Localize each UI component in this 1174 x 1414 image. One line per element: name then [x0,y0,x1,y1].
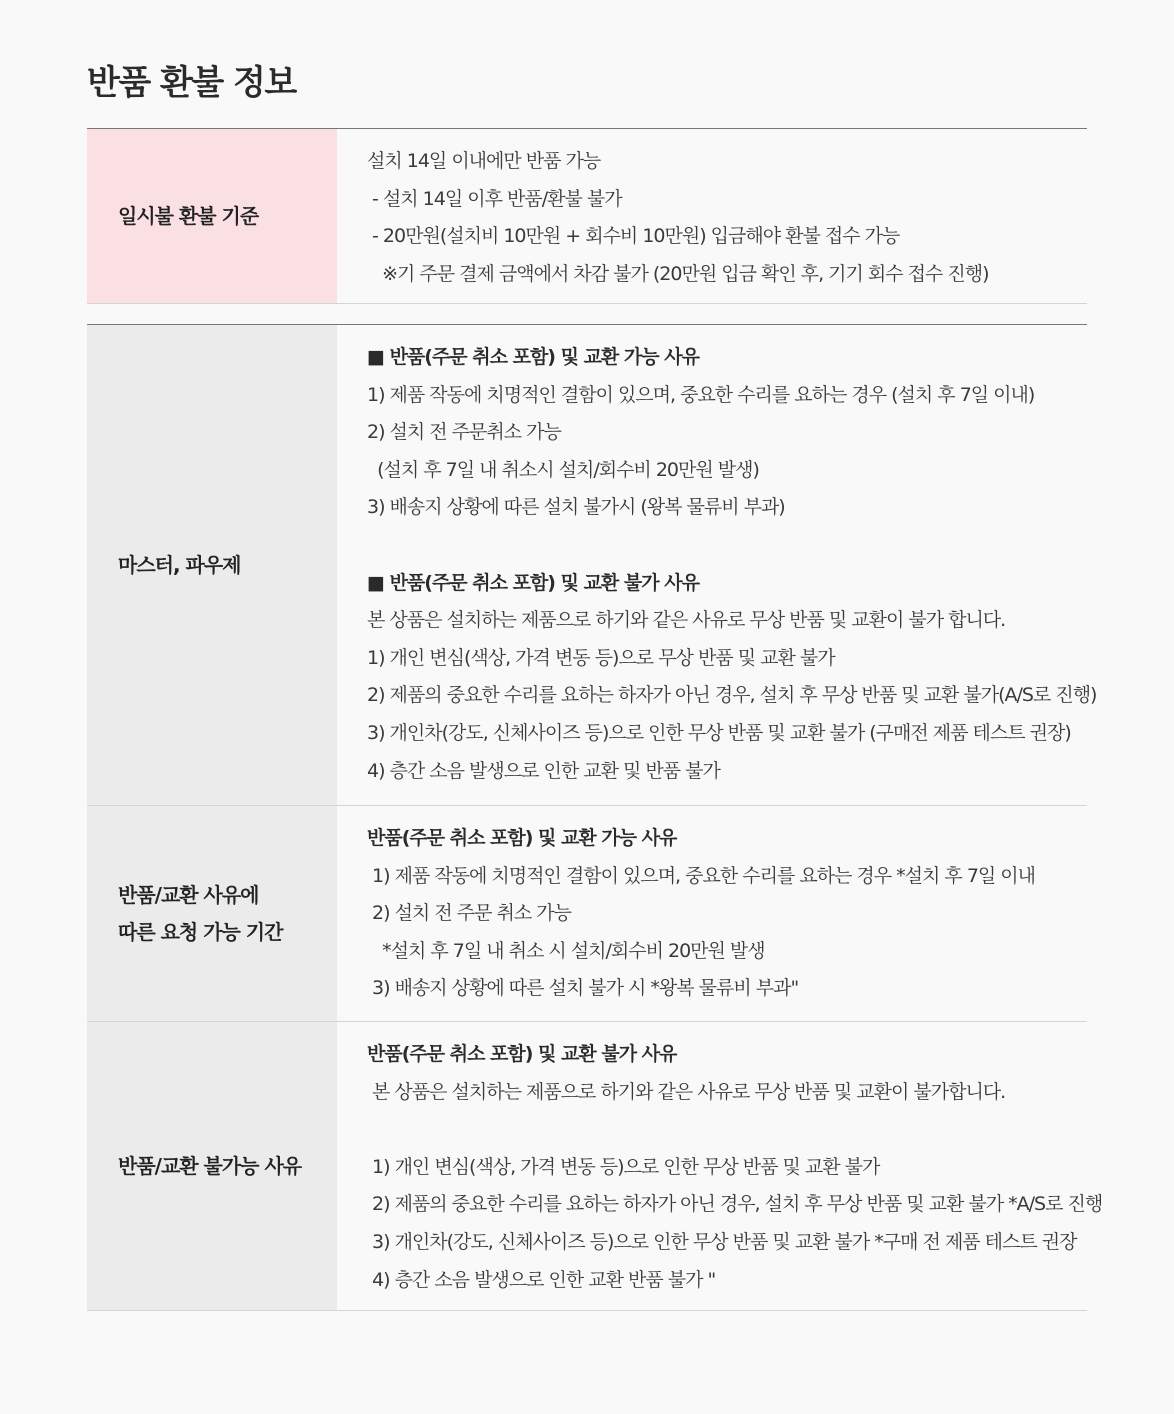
section-label-text [118,1148,301,1185]
section-label [87,806,337,1021]
section-content [337,1022,1102,1310]
content-line: 2) 제품의 중요한 수리를 요하는 하자가 아닌 경우, 설치 후 무상 반품 및 교환 불가(A/S로 진행) [367,684,1097,707]
section-label-text [118,198,258,235]
section-label-line: 반품/교환 사유에 [118,882,259,907]
page-title: 반품 환불 정보 [87,63,296,103]
section-label-line: 따른 요청 가능 기간 [118,919,283,944]
section-label [87,1022,337,1310]
content-line: - 설치 14일 이후 반품/환불 불가 [367,187,622,210]
content-line: 1) 개인 변심(색상, 가격 변동 등)으로 인한 무상 반품 및 교환 불가 [367,1155,880,1178]
content-line: - 20만원(설치비 10만원 + 회수비 10만원) 입금해야 환불 접수 가능 [367,225,900,248]
section-subheading: 반품(주문 취소 포함) 및 교환 불가 사유 [367,1043,677,1065]
content-line: ※기 주문 결제 금액에서 차감 불가 (20만원 입금 확인 후, 기기 회수 접수 진행) [367,262,989,285]
content-line: 2) 설치 전 주문취소 가능 [367,421,561,444]
content-line: 1) 개인 변심(색상, 가격 변동 등)으로 무상 반품 및 교환 불가 [367,646,835,669]
content-line: 1) 제품 작동에 치명적인 결함이 있으며, 중요한 수리를 요하는 경우 *설치 후 7일 이내 [367,864,1036,887]
section-label-text [118,877,282,951]
section-label [87,129,337,303]
content-line: 본 상품은 설치하는 제품으로 하기와 같은 사유로 무상 반품 및 교환이 불가 합니다. [367,609,1006,632]
section-content [337,806,1087,1021]
content-line: 설치 14일 이내에만 반품 가능 [367,150,601,172]
section-row-request-period [87,806,1087,1022]
content-line: 3) 배송지 상황에 따른 설치 불가 시 *왕복 물류비 부과" [367,977,799,1000]
content-line: 3) 배송지 상황에 따른 설치 불가시 (왕복 물류비 부과) [367,496,785,519]
content-line: 3) 개인차(강도, 신체사이즈 등)으로 인한 무상 반품 및 교환 불가 *구매 전 제품 테스트 권장 [367,1230,1077,1253]
section-label-text [118,547,240,584]
content-line: 4) 층간 소음 발생으로 인한 교환 및 반품 불가 [367,759,720,782]
refund-standard-table [87,128,1087,304]
section-row-master-pauze [87,325,1097,806]
section-label-line: 반품/교환 불가능 사유 [118,1153,302,1178]
content-line: (설치 후 7일 내 취소시 설치/회수비 20만원 발생) [367,458,759,481]
content-line: 본 상품은 설치하는 제품으로 하기와 같은 사유로 무상 반품 및 교환이 불가합니다. [367,1080,1006,1103]
content-line: *설치 후 7일 내 취소 시 설치/회수비 20만원 발생 [367,939,765,962]
content-line: 2) 설치 전 주문 취소 가능 [367,902,571,925]
content-line: 3) 개인차(강도, 신체사이즈 등)으로 인한 무상 반품 및 교환 불가 (구매전 제품 테스트 권장) [367,721,1071,744]
section-content [337,325,1096,805]
section-row-non-returnable-reasons [87,1022,1103,1311]
content-line [367,1111,1102,1149]
section-label-line: 일시불 환불 기준 [118,203,259,228]
section-subheading: ■ 반품(주문 취소 포함) 및 교환 불가 사유 [367,571,699,594]
section-subheading: 반품(주문 취소 포함) 및 교환 가능 사유 [367,827,677,849]
section-content [337,129,1087,303]
content-line: 4) 층간 소음 발생으로 인한 교환 반품 불가 " [367,1268,716,1291]
content-line: 1) 제품 작동에 치명적인 결함이 있으며, 중요한 수리를 요하는 경우 (설치 후 7일 이내) [367,383,1035,406]
section-label [87,325,337,805]
section-subheading: ■ 반품(주문 취소 포함) 및 교환 가능 사유 [367,346,699,368]
section-row-lump-sum-refund [87,129,1087,304]
return-exchange-table [87,324,1103,1311]
section-label-line: 마스터, 파우제 [118,552,241,577]
content-line: 2) 제품의 중요한 수리를 요하는 하자가 아닌 경우, 설치 후 무상 반품 및 교환 불가 *A/S로 진행 [367,1193,1103,1216]
content-line [367,527,1096,565]
